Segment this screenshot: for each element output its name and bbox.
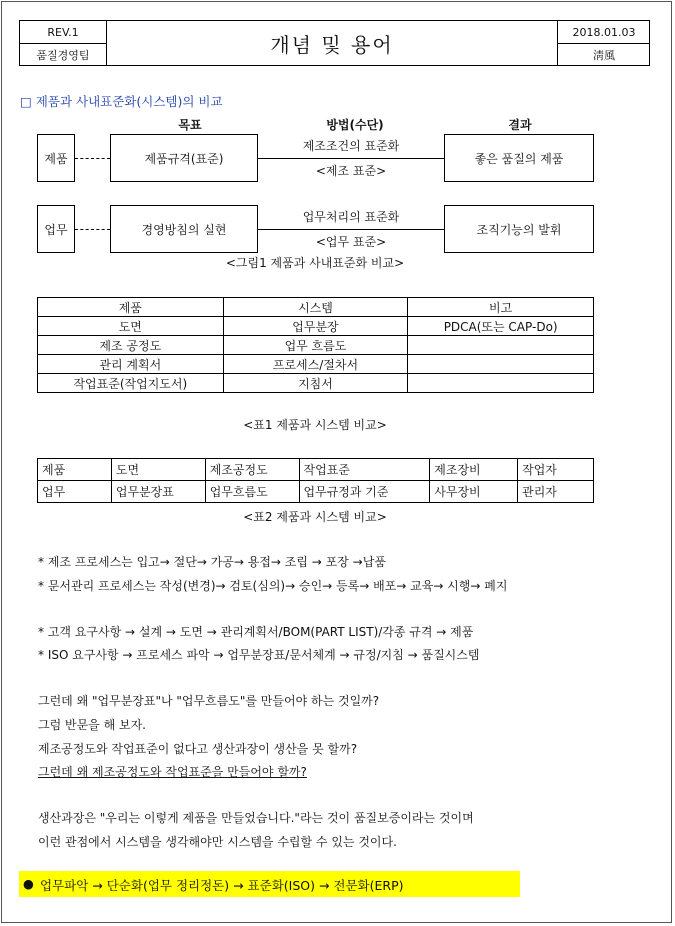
table-row — [38, 355, 594, 374]
checkbox-icon: □ — [20, 94, 32, 109]
table-cell: 작업자 — [518, 459, 594, 481]
col-result-label: 결과 — [508, 118, 532, 132]
table-cell: 작업표준 — [299, 459, 430, 481]
table2-caption: <표2 제품과 시스템 비교> — [243, 510, 387, 524]
table1-header: 시스템 — [223, 298, 408, 317]
table-cell: PDCA(또는 CAP-Do) — [408, 317, 594, 336]
paragraph-line: 그런데 왜 "업무분장표"나 "업무흐름도"를 만들어야 하는 것일까? — [38, 694, 380, 708]
paragraph-line: 그럼 반문을 해 보자. — [38, 718, 146, 732]
table-cell: 제품 — [38, 459, 112, 481]
paragraph-line: 이런 관점에서 시스템을 생각해야만 시스템을 수립할 수 있는 것이다. — [38, 835, 397, 849]
table1-header: 비고 — [408, 298, 594, 317]
note-line: * 문서관리 프로세스는 작성(변경)→ 검토(심의)→ 승인→ 등록→ 배포→ 교육→ 시행→ 폐지 — [38, 579, 508, 593]
row2-method: 업무처리의 표준화 — [302, 210, 400, 224]
table-cell: 도면 — [111, 459, 205, 481]
col-method-label: 방법(수단) — [326, 118, 384, 132]
table-cell — [408, 355, 594, 374]
paragraph-line: 생산과장은 "우리는 이렇게 제품을 만들었습니다."라는 것이 품질보증이라는 것이며 — [38, 811, 474, 825]
table-cell: 관리자 — [518, 481, 594, 503]
table-cell: 제조장비 — [430, 459, 518, 481]
table-cell — [408, 374, 594, 393]
table-row — [38, 317, 594, 336]
row2-goal-box: 경영방침의 실현 — [110, 205, 258, 253]
row1-connector — [258, 158, 444, 159]
note-line: * ISO 요구사항 → 프로세스 파악 → 업무분장표/문서체계 → 규정/지침 → 품질시스템 — [38, 648, 480, 662]
table-cell: 도면 — [38, 317, 224, 336]
bullet-icon: ● — [23, 876, 34, 891]
note-line: * 고객 요구사항 → 설계 → 도면 → 관리계획서/BOM(PART LIST)/각종 규격 → 제품 — [38, 625, 474, 639]
author-label: 淸風 — [593, 49, 615, 62]
row1-method-sub: <제조 표준> — [315, 164, 387, 178]
table2 — [37, 458, 594, 503]
row1-goal-box: 제품규격(표준) — [110, 134, 258, 182]
highlight-text: 업무파악 → 단순화(업무 정리정돈) → 표준화(ISO) → 전문화(ERP) — [40, 878, 404, 893]
col-goal-label: 목표 — [178, 118, 202, 132]
table-cell: 업무 — [38, 481, 112, 503]
row2-result-box: 조직기능의 발휘 — [444, 205, 594, 253]
table-cell: 작업표준(작업지도서) — [38, 374, 224, 393]
section-title: 제품과 사내표준화(시스템)의 비교 — [35, 94, 223, 109]
table-cell: 관리 계획서 — [38, 355, 224, 374]
table-cell: 제조공정도 — [205, 459, 299, 481]
row2-connector — [258, 229, 444, 230]
row1-dash-connector — [75, 158, 110, 159]
table-row — [38, 481, 594, 503]
highlight-summary — [19, 871, 520, 897]
table-cell: 프로세스/절차서 — [223, 355, 408, 374]
table1 — [37, 297, 594, 393]
table-cell: 업무분장 — [223, 317, 408, 336]
section-heading — [20, 92, 223, 110]
row1-result-box: 좋은 품질의 제품 — [444, 134, 594, 182]
row2-left-box: 업무 — [37, 205, 75, 253]
figure1-caption: <그림1 제품과 사내표준화 비교> — [225, 256, 405, 270]
row2-method-sub: <업무 표준> — [315, 235, 387, 249]
table-cell: 제조 공정도 — [38, 336, 224, 355]
page-title: 개념 및 용어 — [270, 32, 394, 57]
row1-left-box: 제품 — [37, 134, 75, 182]
paragraph-line-underlined: 그런데 왜 제조공정도와 작업표준을 만들어야 할까? — [38, 765, 307, 779]
table-cell: 업무분장표 — [111, 481, 205, 503]
paragraph-line: 제조공정도와 작업표준이 없다고 생산과장이 생산을 못 할까? — [38, 742, 358, 756]
table-row — [38, 298, 594, 317]
table-cell: 지침서 — [223, 374, 408, 393]
table-cell: 업무 흐름도 — [223, 336, 408, 355]
table-row — [38, 336, 594, 355]
team-label: 품질경영팀 — [36, 49, 90, 62]
date-label: 2018.01.03 — [572, 25, 636, 39]
table-cell: 업무흐름도 — [205, 481, 299, 503]
table-row — [38, 459, 594, 481]
table-row — [38, 374, 594, 393]
table1-caption: <표1 제품과 시스템 비교> — [243, 418, 387, 432]
table-cell: 사무장비 — [430, 481, 518, 503]
row1-method: 제조조건의 표준화 — [302, 139, 400, 153]
table1-header: 제품 — [38, 298, 224, 317]
row2-dash-connector — [75, 229, 110, 230]
table-cell — [408, 336, 594, 355]
table-cell: 업무규정과 기준 — [299, 481, 430, 503]
revision-label: REV.1 — [47, 25, 79, 39]
note-line: * 제조 프로세스는 입고→ 절단→ 가공→ 용접→ 조립 → 포장 →납품 — [38, 555, 386, 569]
document-header — [19, 20, 650, 66]
